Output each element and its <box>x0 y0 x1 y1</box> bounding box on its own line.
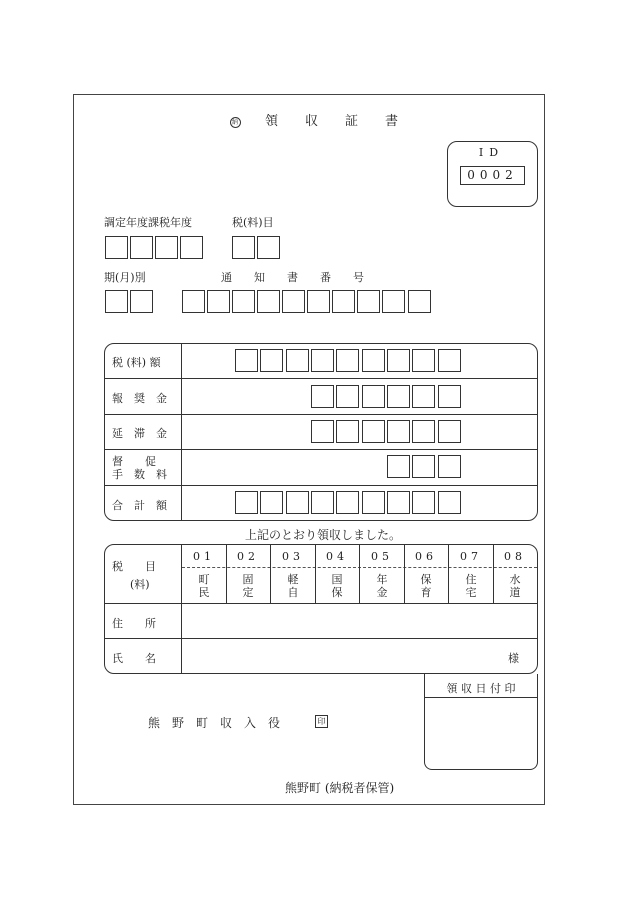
tax-amount-cell[interactable] <box>438 349 461 372</box>
tax-code: 07 <box>460 550 482 563</box>
row-separator <box>105 378 537 379</box>
tax-name-char: 金 <box>376 586 388 599</box>
late-fee-cell[interactable] <box>362 420 385 443</box>
tax-name <box>226 573 270 599</box>
title-word: 証 <box>345 114 360 129</box>
total-label: 合 計 額 <box>112 499 167 512</box>
tax-name-char: 定 <box>242 586 254 599</box>
tax-name <box>271 573 315 599</box>
tax-name-char: 年 <box>376 573 388 586</box>
tax-name-char: 住 <box>465 573 477 586</box>
tax-amount-cell[interactable] <box>235 349 258 372</box>
date-stamp-label: 領 収 日 付 印 <box>446 682 516 695</box>
title-word: 収 <box>305 114 320 129</box>
title-word: 書 <box>385 114 400 129</box>
row-separator <box>105 449 537 450</box>
notice-number-cell[interactable] <box>307 290 330 313</box>
reward-cell[interactable] <box>387 385 410 408</box>
total-cell[interactable] <box>286 491 309 514</box>
tax-name <box>449 573 493 599</box>
total-cell[interactable] <box>438 491 461 514</box>
notice-number-cell[interactable] <box>382 290 405 313</box>
name-label: 氏 名 <box>112 652 156 665</box>
tax-amount-label: 税 (料) 額 <box>112 356 161 369</box>
notice-number-cell[interactable] <box>332 290 355 313</box>
period-label: 期(月)別 <box>104 271 146 284</box>
row-separator <box>105 603 537 604</box>
demand-fee-label-1: 督 促 <box>112 455 156 468</box>
tax-amount-cell[interactable] <box>336 349 359 372</box>
tax-code: 08 <box>504 550 526 563</box>
late-fee-cell[interactable] <box>438 420 461 443</box>
reward-cell[interactable] <box>311 385 334 408</box>
tax-name-char: 民 <box>198 586 210 599</box>
document-title <box>230 110 399 129</box>
demand-fee-label-2: 手 数 料 <box>112 468 167 481</box>
address-label: 住 所 <box>112 617 156 630</box>
tax-name-char: 町 <box>198 573 210 586</box>
tax-name-char: 道 <box>509 586 521 599</box>
tax-name-char: 保 <box>331 586 343 599</box>
tax-item-header-sub: (料) <box>130 578 150 591</box>
demand-fee-cell[interactable] <box>412 455 435 478</box>
tax-code: 03 <box>282 550 304 563</box>
late-fee-label: 延 滞 金 <box>112 427 167 440</box>
tax-item-table <box>104 544 538 674</box>
total-cell[interactable] <box>311 491 334 514</box>
tax-amount-cell[interactable] <box>311 349 334 372</box>
notice-number-cell[interactable] <box>182 290 205 313</box>
notice-number-cell[interactable] <box>257 290 280 313</box>
tax-code: 02 <box>237 550 259 563</box>
total-cell[interactable] <box>362 491 385 514</box>
total-cell[interactable] <box>235 491 258 514</box>
notice-number-cell[interactable] <box>408 290 431 313</box>
reward-cell[interactable] <box>438 385 461 408</box>
total-cell[interactable] <box>336 491 359 514</box>
year-label: 調定年度課税年度 <box>104 216 192 229</box>
tax-table-divider <box>181 545 182 673</box>
notice-number-cell[interactable] <box>207 290 230 313</box>
late-fee-cell[interactable] <box>412 420 435 443</box>
tax-name-char: 保 <box>420 573 432 586</box>
tax-amount-cell[interactable] <box>362 349 385 372</box>
tax-item-label: 税(料)目 <box>232 216 274 229</box>
tax-name <box>315 573 359 599</box>
tax-item-cell[interactable] <box>257 236 280 259</box>
total-cell[interactable] <box>387 491 410 514</box>
tax-name-char: 育 <box>420 586 432 599</box>
seal-mark: 納 <box>231 119 239 126</box>
notice-number-cell[interactable] <box>232 290 255 313</box>
tax-code: 01 <box>193 550 215 563</box>
tax-amount-cell[interactable] <box>412 349 435 372</box>
date-stamp-divider <box>425 697 537 698</box>
demand-fee-cell[interactable] <box>387 455 410 478</box>
notice-number-cell[interactable] <box>357 290 380 313</box>
tax-item-cell[interactable] <box>232 236 255 259</box>
period-cell[interactable] <box>130 290 153 313</box>
tax-name <box>360 573 404 599</box>
demand-fee-cell[interactable] <box>438 455 461 478</box>
tax-name-char: 宅 <box>465 586 477 599</box>
honorific: 様 <box>508 652 519 665</box>
row-separator <box>105 638 537 639</box>
year-cell[interactable] <box>180 236 203 259</box>
tax-code: 05 <box>371 550 393 563</box>
tax-amount-cell[interactable] <box>260 349 283 372</box>
reward-cell[interactable] <box>362 385 385 408</box>
late-fee-cell[interactable] <box>336 420 359 443</box>
tax-amount-cell[interactable] <box>387 349 410 372</box>
treasurer-seal: 印 <box>315 715 328 728</box>
tax-code: 06 <box>415 550 437 563</box>
total-cell[interactable] <box>412 491 435 514</box>
tax-name-char: 水 <box>509 573 521 586</box>
tax-name <box>493 573 537 599</box>
year-cell[interactable] <box>105 236 128 259</box>
reward-cell[interactable] <box>336 385 359 408</box>
tax-name-char: 軽 <box>287 573 299 586</box>
notice-number-label: 通 知 書 番 号 <box>221 271 364 284</box>
tax-code: 04 <box>326 550 348 563</box>
notice-number-cell[interactable] <box>282 290 305 313</box>
tax-name-char: 固 <box>242 573 254 586</box>
reward-cell[interactable] <box>412 385 435 408</box>
late-fee-cell[interactable] <box>311 420 334 443</box>
title-word: 領 <box>265 114 280 129</box>
received-statement: 上記のとおり領収しました。 <box>245 528 402 542</box>
late-fee-cell[interactable] <box>387 420 410 443</box>
row-separator <box>105 414 537 415</box>
row-separator <box>105 485 537 486</box>
footer-text: 熊野町 (納税者保管) <box>285 781 395 795</box>
tax-name-char: 自 <box>287 586 299 599</box>
year-cell[interactable] <box>155 236 178 259</box>
amount-table-divider <box>181 344 182 520</box>
id-value: 0002 <box>460 166 525 185</box>
tax-item-header: 税 目 <box>112 560 156 573</box>
total-cell[interactable] <box>260 491 283 514</box>
period-cell[interactable] <box>105 290 128 313</box>
id-label: ID <box>478 146 505 159</box>
reward-label: 報 奨 金 <box>112 392 167 405</box>
year-cell[interactable] <box>130 236 153 259</box>
tax-name <box>182 573 226 599</box>
tax-name <box>404 573 448 599</box>
tax-amount-cell[interactable] <box>286 349 309 372</box>
tax-name-char: 国 <box>331 573 343 586</box>
treasurer-label: 熊 野 町 収 入 役 <box>148 716 281 730</box>
